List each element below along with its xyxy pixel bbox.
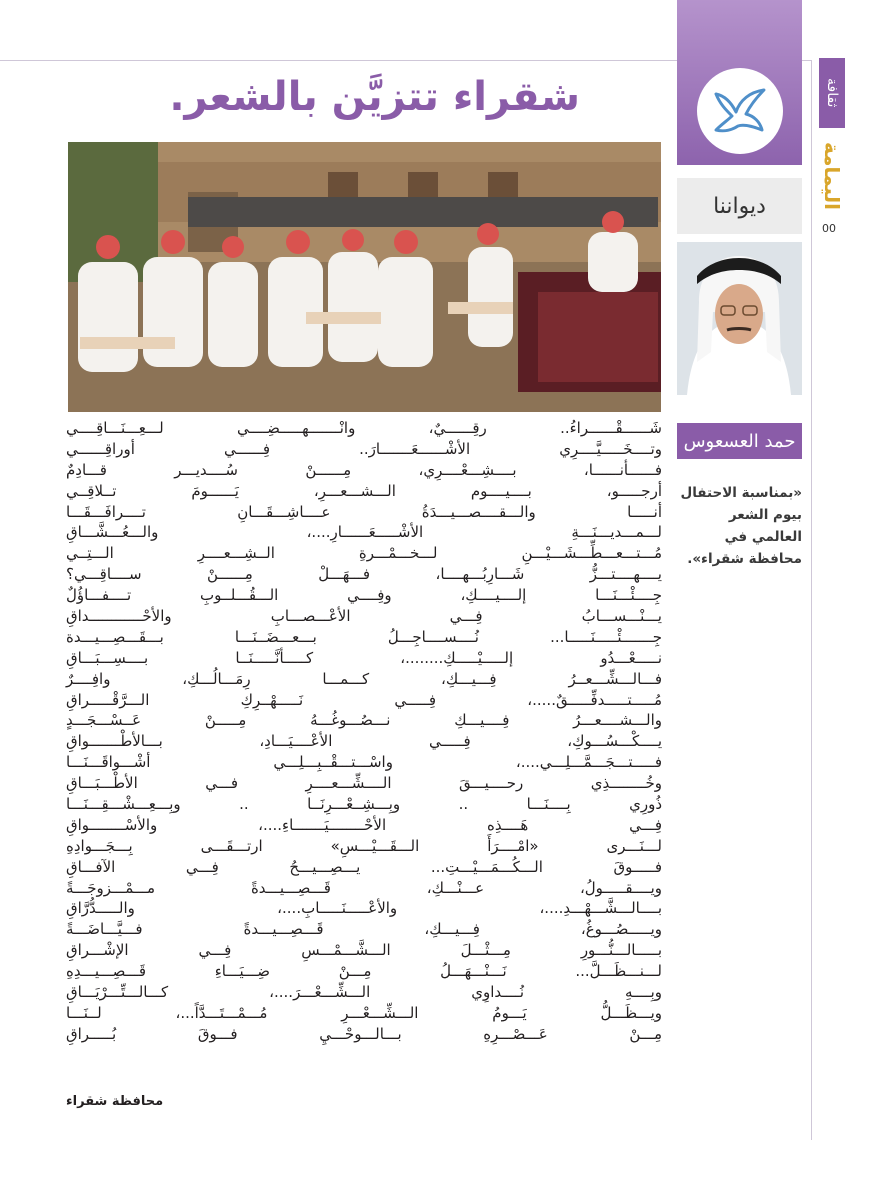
poem-line: جِــــئْـــنَـــا إلــــيــــكِ، وفِــــي الـــقُـــلــوبِ تــــفـــاؤُلٌ	[66, 586, 662, 605]
poem-line: وتــــخَـــــيَّــــرِي الأشْــــــعَـــــــارَ.. فِــــــي أوراقِــــــي	[66, 439, 662, 458]
author-portrait	[677, 242, 802, 395]
poem-line: مِـــنْ عَـــصْـــرِهِ بـــالـــوحْـــيِ فـــوقَ بُـــــراقِ	[66, 1024, 662, 1043]
poem-line: يــــهــــتـــزُّ شَـــارِبُـــهــــا، فـــهَـــلْ مِــــــنْ ســــاقِـــي؟	[66, 565, 662, 584]
poem-line: والـــشــــعـــرُ فِــــيـــكِ نـــصُـــوغُـــهُ مِـــــنْ عَــسْـــجَـــدٍ	[66, 711, 662, 730]
poem-line: نـــــعْـــدُو إلـــــيْـــــكِ........، كـــــأنَّـــــنَــا بــــسِـــبَـــاقِ	[66, 648, 662, 667]
intro-note: «بمناسبة الاحتفال بيوم الشعر العالمي في محافظة شقراء».	[680, 485, 802, 567]
article-title: شقراء تتزيَّن بالشعر.	[169, 74, 580, 120]
poem-line: أنـــــا والـــقــــصـــيـــدَةُ عــــاشِـــقَـــانِ تــــرافَـــقَـــا	[66, 502, 662, 521]
poem-line: يـــنْـــســـابُ فِـــي الأعْـــصـــابِ والأحْــــــــــــداقِ	[66, 607, 662, 626]
poem-line: لـــمـــديـــنَـــةِ الأشْـــــعَــــــارِ....، والـــعُـــشَّـــاقِ	[66, 523, 662, 542]
poem-line: ويــــقـــــولُ، عـــنْـــكِ، قَـــصِـــيـــدةً مـــمْـــزوجَـــةً	[66, 878, 662, 897]
poem-line: ويـــــصُـــوغُ، فِـــيـــكِ، قَـــصِـــيـــدةً فـــيَّـــاضَـــةً	[66, 920, 662, 939]
poem-place: محافظة شقراء	[66, 1094, 164, 1109]
dove-logo-icon	[697, 68, 783, 154]
author-name: حمد العسعوس	[677, 423, 802, 459]
poem-line: بــــالـــشَّـــهْـــدِ....، والأعْـــــنَـــــابِ....، والـــــدُّرَّاقِ	[66, 899, 662, 918]
poem-line: لـــنَـــرى «امْــــرَأَ الـــقَـــيْـــسِ» ارتـــقَـــى بِـــجَـــوادِهِ	[66, 836, 662, 855]
poem-line: أرجـــــو، بــــيــــوم الـــشـــعـــرِ، يَــــــومَ تــلاقِــي	[66, 481, 662, 500]
page-number: 00	[822, 222, 836, 235]
magazine-brand: اليمامة	[820, 142, 844, 210]
poem-line: ذُورِي بِــــنَـــا .. وبِـــشِــعْـــرِنَــا .. وبِـــعِـــشْـــقِـــنَـــا	[66, 795, 662, 814]
section-name: ديواننا	[677, 178, 802, 234]
event-photo	[68, 142, 661, 412]
poem-line: شَــــــقْــــــراءُ.. رقِــــــيٌ، وانْـــــــهـــــضِــــي لـــعِـــنَـــاقِــــي	[66, 419, 662, 437]
poem-line: ويـــظَـــلُّ يَـــومُ الـــشِّـــعْـــرِ مُـــمْـــتَـــدَّاً...، لــنَـــا	[66, 1003, 662, 1022]
poem-line: لـــنـــظَـــلَّ... نَـــنْـــهَـــلُ مِـــنْ ضِـــيَـــاءِ قَـــصِـــيـــدِهِ	[66, 962, 662, 981]
poem-line: مُـــــتـــــدفِّـــــقٌ.....، فِـــــي نَـــــهْــرِكِ الـــرَّقْـــــراقِ	[66, 690, 662, 709]
poem-line: جِـــــــئْـــــنَـــــا... نُــــســــاجِـــلُ بـــعـــضَــنَـــا بـــقَـــصِـــيـــدة	[66, 627, 662, 646]
poem-line: وبِــــهِ نُــــداوِي الـــشِّـــعْـــرَ....، كـــالـــتِّـــرْيَـــاقِ	[66, 983, 662, 1002]
poem-line: بـــــالـــنُّـــورِ مِـــثْـــلَ الـــشَّـــمْـــسِ فِـــي الإشْـــراقِ	[66, 941, 662, 960]
poem-line: يــــكْـــسُـــوكِ، فِـــــي الأعْــــيَـــادِ، بـــالأطْـــــــواقِ	[66, 732, 662, 751]
poem-line: فــــــأنــــــا، بــــشِـــعْــــرِي، مِــــــنْ سُــــديـــر قـــادِمٌ	[66, 460, 662, 479]
section-label: ثقافة	[824, 78, 840, 108]
poem-line: فِـــي هَــــذِه الأحْــــــــيَـــــــاءِ....، والأسْــــــــواقِ	[66, 815, 662, 834]
poem-line: فـــــتـــجَـــمَّـــلِـــي....، واسْـــتـــقْــبِـــلِـــي أشْـــواقَـــنَـــا	[66, 753, 662, 772]
poem-line: فـــــوقَ الـــكُـــمَـــيْـــتِ... يـــصِـــيـــحُ فِـــي الآفـــاقِ	[66, 857, 662, 876]
poem-line: مُـــتـــعـــطِّـــشَـــيْـــنِ لـــخـــمْـــرةِ الــشِـــعــــرِ الـــتِــي	[66, 544, 662, 563]
poem-line: وخُــــــــذِي رحــــيـــقَ الــــشِّـــعــــرِ فـــي الأطْـــبَـــاقِ	[66, 774, 662, 793]
poem-verses	[66, 418, 662, 1045]
poem-line: فـــالـــشِّـــعــرُ فِـــيـــكِ، كـــمـــا رِمَـــالُـــكِ، وافِــــرٌ	[66, 669, 662, 688]
